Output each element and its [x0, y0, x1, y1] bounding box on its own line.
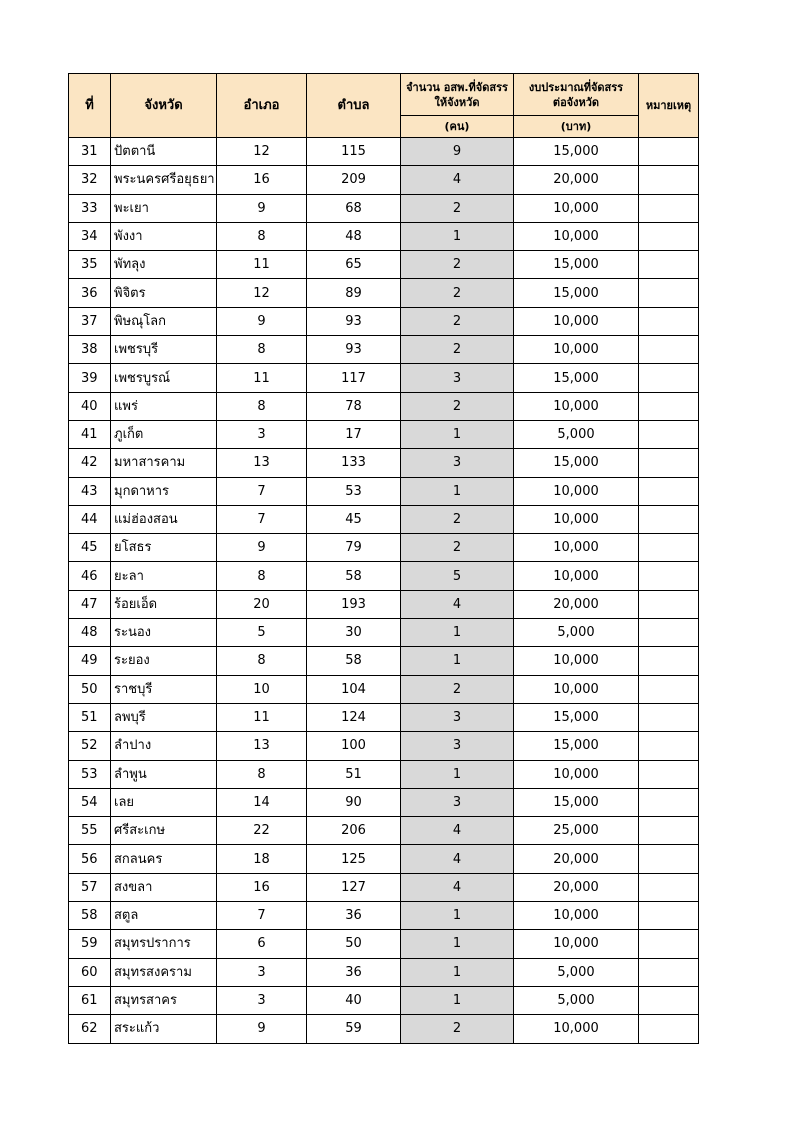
header-budget [514, 74, 639, 116]
subdistrict-count-cell: 58 [307, 647, 401, 675]
province-cell: สมุทรปราการ [111, 930, 217, 958]
table-row [69, 392, 699, 420]
subdistrict-count-cell: 65 [307, 251, 401, 279]
province-cell: พระนครศรีอยุธยา [111, 166, 217, 194]
header-budget-line1: งบประมาณที่จัดสรร [528, 80, 624, 94]
province-cell: ปัตตานี [111, 138, 217, 166]
subdistrict-count-cell: 100 [307, 732, 401, 760]
row-number-cell: 34 [69, 222, 111, 250]
subdistrict-count-cell: 50 [307, 930, 401, 958]
allocation-table [68, 73, 699, 1044]
province-cell: ระนอง [111, 619, 217, 647]
header-staff-unit: (คน) [401, 116, 514, 138]
note-cell [639, 534, 699, 562]
subdistrict-count-cell: 206 [307, 817, 401, 845]
row-number-cell: 62 [69, 1015, 111, 1043]
province-cell: สตูล [111, 902, 217, 930]
province-cell: แม่ฮ่องสอน [111, 505, 217, 533]
district-count-cell: 16 [217, 873, 307, 901]
province-cell: ภูเก็ต [111, 420, 217, 448]
note-cell [639, 788, 699, 816]
province-cell: ลำพูน [111, 760, 217, 788]
note-cell [639, 420, 699, 448]
staff-count-cell: 4 [401, 873, 514, 901]
table-row [69, 675, 699, 703]
row-number-cell: 53 [69, 760, 111, 788]
staff-count-cell: 2 [401, 505, 514, 533]
header-district: อำเภอ [217, 74, 307, 138]
subdistrict-count-cell: 127 [307, 873, 401, 901]
staff-count-cell: 1 [401, 619, 514, 647]
row-number-cell: 35 [69, 251, 111, 279]
staff-count-cell: 3 [401, 732, 514, 760]
note-cell [639, 930, 699, 958]
budget-cell: 10,000 [514, 1015, 639, 1043]
subdistrict-count-cell: 79 [307, 534, 401, 562]
budget-cell: 25,000 [514, 817, 639, 845]
note-cell [639, 873, 699, 901]
table-row [69, 986, 699, 1014]
note-cell [639, 703, 699, 731]
row-number-cell: 42 [69, 449, 111, 477]
budget-cell: 20,000 [514, 873, 639, 901]
row-number-cell: 47 [69, 590, 111, 618]
note-cell [639, 194, 699, 222]
header-budget-unit: (บาท) [514, 116, 639, 138]
budget-cell: 10,000 [514, 930, 639, 958]
table-row [69, 449, 699, 477]
district-count-cell: 13 [217, 732, 307, 760]
header-province: จังหวัด [111, 74, 217, 138]
province-cell: ระยอง [111, 647, 217, 675]
row-number-cell: 61 [69, 986, 111, 1014]
note-cell [639, 364, 699, 392]
budget-cell: 15,000 [514, 703, 639, 731]
district-count-cell: 9 [217, 307, 307, 335]
district-count-cell: 5 [217, 619, 307, 647]
subdistrict-count-cell: 93 [307, 307, 401, 335]
header-no: ที่ [69, 74, 111, 138]
row-number-cell: 37 [69, 307, 111, 335]
subdistrict-count-cell: 90 [307, 788, 401, 816]
district-count-cell: 3 [217, 958, 307, 986]
staff-count-cell: 2 [401, 534, 514, 562]
table-row [69, 336, 699, 364]
table-row [69, 647, 699, 675]
budget-cell: 10,000 [514, 760, 639, 788]
table-row [69, 817, 699, 845]
subdistrict-count-cell: 117 [307, 364, 401, 392]
budget-cell: 20,000 [514, 166, 639, 194]
subdistrict-count-cell: 124 [307, 703, 401, 731]
budget-cell: 10,000 [514, 477, 639, 505]
row-number-cell: 46 [69, 562, 111, 590]
subdistrict-count-cell: 36 [307, 958, 401, 986]
row-number-cell: 58 [69, 902, 111, 930]
staff-count-cell: 1 [401, 986, 514, 1014]
budget-cell: 15,000 [514, 449, 639, 477]
district-count-cell: 7 [217, 902, 307, 930]
subdistrict-count-cell: 17 [307, 420, 401, 448]
table-row [69, 505, 699, 533]
district-count-cell: 9 [217, 534, 307, 562]
note-cell [639, 336, 699, 364]
budget-cell: 15,000 [514, 138, 639, 166]
subdistrict-count-cell: 209 [307, 166, 401, 194]
staff-count-cell: 1 [401, 477, 514, 505]
district-count-cell: 3 [217, 986, 307, 1014]
table-row [69, 873, 699, 901]
budget-cell: 10,000 [514, 222, 639, 250]
budget-cell: 10,000 [514, 902, 639, 930]
note-cell [639, 562, 699, 590]
row-number-cell: 52 [69, 732, 111, 760]
table-row [69, 364, 699, 392]
province-cell: เพชรบุรี [111, 336, 217, 364]
district-count-cell: 8 [217, 760, 307, 788]
staff-count-cell: 3 [401, 788, 514, 816]
table-row [69, 619, 699, 647]
district-count-cell: 18 [217, 845, 307, 873]
district-count-cell: 20 [217, 590, 307, 618]
district-count-cell: 7 [217, 477, 307, 505]
subdistrict-count-cell: 51 [307, 760, 401, 788]
note-cell [639, 477, 699, 505]
row-number-cell: 31 [69, 138, 111, 166]
subdistrict-count-cell: 104 [307, 675, 401, 703]
header-budget-line2: ต่อจังหวัด [552, 95, 600, 109]
district-count-cell: 22 [217, 817, 307, 845]
row-number-cell: 45 [69, 534, 111, 562]
table-row [69, 788, 699, 816]
row-number-cell: 48 [69, 619, 111, 647]
row-number-cell: 41 [69, 420, 111, 448]
province-cell: มุกดาหาร [111, 477, 217, 505]
table-row [69, 534, 699, 562]
row-number-cell: 49 [69, 647, 111, 675]
note-cell [639, 505, 699, 533]
subdistrict-count-cell: 89 [307, 279, 401, 307]
note-cell [639, 392, 699, 420]
province-cell: สมุทรสงคราม [111, 958, 217, 986]
province-cell: มหาสารคาม [111, 449, 217, 477]
district-count-cell: 14 [217, 788, 307, 816]
table-row [69, 251, 699, 279]
budget-cell: 10,000 [514, 505, 639, 533]
table-row [69, 703, 699, 731]
district-count-cell: 8 [217, 222, 307, 250]
staff-count-cell: 1 [401, 222, 514, 250]
row-number-cell: 50 [69, 675, 111, 703]
budget-cell: 20,000 [514, 590, 639, 618]
district-count-cell: 9 [217, 194, 307, 222]
table-row [69, 222, 699, 250]
province-cell: ลำปาง [111, 732, 217, 760]
note-cell [639, 138, 699, 166]
budget-cell: 15,000 [514, 279, 639, 307]
row-number-cell: 39 [69, 364, 111, 392]
staff-count-cell: 2 [401, 307, 514, 335]
staff-count-cell: 2 [401, 279, 514, 307]
district-count-cell: 11 [217, 364, 307, 392]
staff-count-cell: 1 [401, 958, 514, 986]
subdistrict-count-cell: 58 [307, 562, 401, 590]
row-number-cell: 56 [69, 845, 111, 873]
province-cell: ยะลา [111, 562, 217, 590]
note-cell [639, 732, 699, 760]
subdistrict-count-cell: 78 [307, 392, 401, 420]
table-row [69, 760, 699, 788]
budget-cell: 10,000 [514, 534, 639, 562]
subdistrict-count-cell: 40 [307, 986, 401, 1014]
note-cell [639, 902, 699, 930]
note-cell [639, 647, 699, 675]
table-row [69, 307, 699, 335]
note-cell [639, 675, 699, 703]
note-cell [639, 222, 699, 250]
note-cell [639, 760, 699, 788]
subdistrict-count-cell: 93 [307, 336, 401, 364]
budget-cell: 10,000 [514, 307, 639, 335]
row-number-cell: 44 [69, 505, 111, 533]
province-cell: พัทลุง [111, 251, 217, 279]
subdistrict-count-cell: 68 [307, 194, 401, 222]
staff-count-cell: 1 [401, 760, 514, 788]
district-count-cell: 12 [217, 279, 307, 307]
district-count-cell: 11 [217, 251, 307, 279]
note-cell [639, 279, 699, 307]
subdistrict-count-cell: 115 [307, 138, 401, 166]
district-count-cell: 8 [217, 336, 307, 364]
table-row [69, 902, 699, 930]
district-count-cell: 8 [217, 562, 307, 590]
staff-count-cell: 1 [401, 420, 514, 448]
note-cell [639, 619, 699, 647]
note-cell [639, 251, 699, 279]
budget-cell: 5,000 [514, 619, 639, 647]
table-row [69, 930, 699, 958]
staff-count-cell: 4 [401, 166, 514, 194]
table-row [69, 138, 699, 166]
district-count-cell: 7 [217, 505, 307, 533]
row-number-cell: 40 [69, 392, 111, 420]
table-row [69, 562, 699, 590]
table-row [69, 420, 699, 448]
table-row [69, 845, 699, 873]
note-cell [639, 986, 699, 1014]
province-cell: ยโสธร [111, 534, 217, 562]
staff-count-cell: 1 [401, 647, 514, 675]
note-cell [639, 166, 699, 194]
district-count-cell: 13 [217, 449, 307, 477]
budget-cell: 10,000 [514, 647, 639, 675]
table-row [69, 279, 699, 307]
budget-cell: 10,000 [514, 562, 639, 590]
subdistrict-count-cell: 59 [307, 1015, 401, 1043]
staff-count-cell: 1 [401, 930, 514, 958]
province-cell: พิจิตร [111, 279, 217, 307]
table-row [69, 958, 699, 986]
subdistrict-count-cell: 53 [307, 477, 401, 505]
district-count-cell: 8 [217, 392, 307, 420]
province-cell: สกลนคร [111, 845, 217, 873]
subdistrict-count-cell: 30 [307, 619, 401, 647]
row-number-cell: 32 [69, 166, 111, 194]
staff-count-cell: 4 [401, 845, 514, 873]
subdistrict-count-cell: 125 [307, 845, 401, 873]
budget-cell: 15,000 [514, 788, 639, 816]
budget-cell: 10,000 [514, 675, 639, 703]
row-number-cell: 54 [69, 788, 111, 816]
province-cell: ศรีสะเกษ [111, 817, 217, 845]
table-row [69, 477, 699, 505]
row-number-cell: 36 [69, 279, 111, 307]
staff-count-cell: 2 [401, 194, 514, 222]
budget-cell: 10,000 [514, 336, 639, 364]
row-number-cell: 60 [69, 958, 111, 986]
budget-cell: 5,000 [514, 958, 639, 986]
province-cell: เลย [111, 788, 217, 816]
staff-count-cell: 2 [401, 336, 514, 364]
budget-cell: 15,000 [514, 364, 639, 392]
header-staff-line1: จำนวน อสพ.ที่จัดสรร [406, 80, 508, 94]
header-staff [401, 74, 514, 116]
table-row [69, 732, 699, 760]
district-count-cell: 12 [217, 138, 307, 166]
row-number-cell: 57 [69, 873, 111, 901]
staff-count-cell: 5 [401, 562, 514, 590]
province-cell: ลพบุรี [111, 703, 217, 731]
note-cell [639, 845, 699, 873]
province-cell: สงขลา [111, 873, 217, 901]
staff-count-cell: 2 [401, 251, 514, 279]
table-row [69, 1015, 699, 1043]
province-cell: เพชรบูรณ์ [111, 364, 217, 392]
subdistrict-count-cell: 45 [307, 505, 401, 533]
province-cell: แพร่ [111, 392, 217, 420]
table-row [69, 166, 699, 194]
row-number-cell: 43 [69, 477, 111, 505]
row-number-cell: 38 [69, 336, 111, 364]
budget-cell: 15,000 [514, 732, 639, 760]
province-cell: ร้อยเอ็ด [111, 590, 217, 618]
staff-count-cell: 9 [401, 138, 514, 166]
staff-count-cell: 3 [401, 703, 514, 731]
staff-count-cell: 3 [401, 364, 514, 392]
staff-count-cell: 2 [401, 1015, 514, 1043]
budget-cell: 20,000 [514, 845, 639, 873]
subdistrict-count-cell: 193 [307, 590, 401, 618]
row-number-cell: 51 [69, 703, 111, 731]
note-cell [639, 817, 699, 845]
header-note: หมายเหตุ [639, 74, 699, 138]
district-count-cell: 9 [217, 1015, 307, 1043]
province-cell: พังงา [111, 222, 217, 250]
table-row [69, 194, 699, 222]
province-cell: พะเยา [111, 194, 217, 222]
district-count-cell: 10 [217, 675, 307, 703]
note-cell [639, 590, 699, 618]
district-count-cell: 16 [217, 166, 307, 194]
district-count-cell: 3 [217, 420, 307, 448]
note-cell [639, 1015, 699, 1043]
province-cell: สระแก้ว [111, 1015, 217, 1043]
budget-cell: 5,000 [514, 986, 639, 1014]
table-row [69, 590, 699, 618]
row-number-cell: 33 [69, 194, 111, 222]
district-count-cell: 11 [217, 703, 307, 731]
note-cell [639, 449, 699, 477]
province-cell: พิษณุโลก [111, 307, 217, 335]
district-count-cell: 8 [217, 647, 307, 675]
subdistrict-count-cell: 133 [307, 449, 401, 477]
budget-cell: 5,000 [514, 420, 639, 448]
budget-cell: 10,000 [514, 194, 639, 222]
header-subdistrict: ตำบล [307, 74, 401, 138]
subdistrict-count-cell: 36 [307, 902, 401, 930]
note-cell [639, 307, 699, 335]
subdistrict-count-cell: 48 [307, 222, 401, 250]
staff-count-cell: 4 [401, 590, 514, 618]
district-count-cell: 6 [217, 930, 307, 958]
header-staff-line2: ให้จังหวัด [434, 95, 480, 109]
budget-cell: 10,000 [514, 392, 639, 420]
staff-count-cell: 4 [401, 817, 514, 845]
row-number-cell: 55 [69, 817, 111, 845]
row-number-cell: 59 [69, 930, 111, 958]
staff-count-cell: 2 [401, 392, 514, 420]
staff-count-cell: 1 [401, 902, 514, 930]
province-cell: ราชบุรี [111, 675, 217, 703]
staff-count-cell: 3 [401, 449, 514, 477]
staff-count-cell: 2 [401, 675, 514, 703]
budget-cell: 15,000 [514, 251, 639, 279]
note-cell [639, 958, 699, 986]
province-cell: สมุทรสาคร [111, 986, 217, 1014]
